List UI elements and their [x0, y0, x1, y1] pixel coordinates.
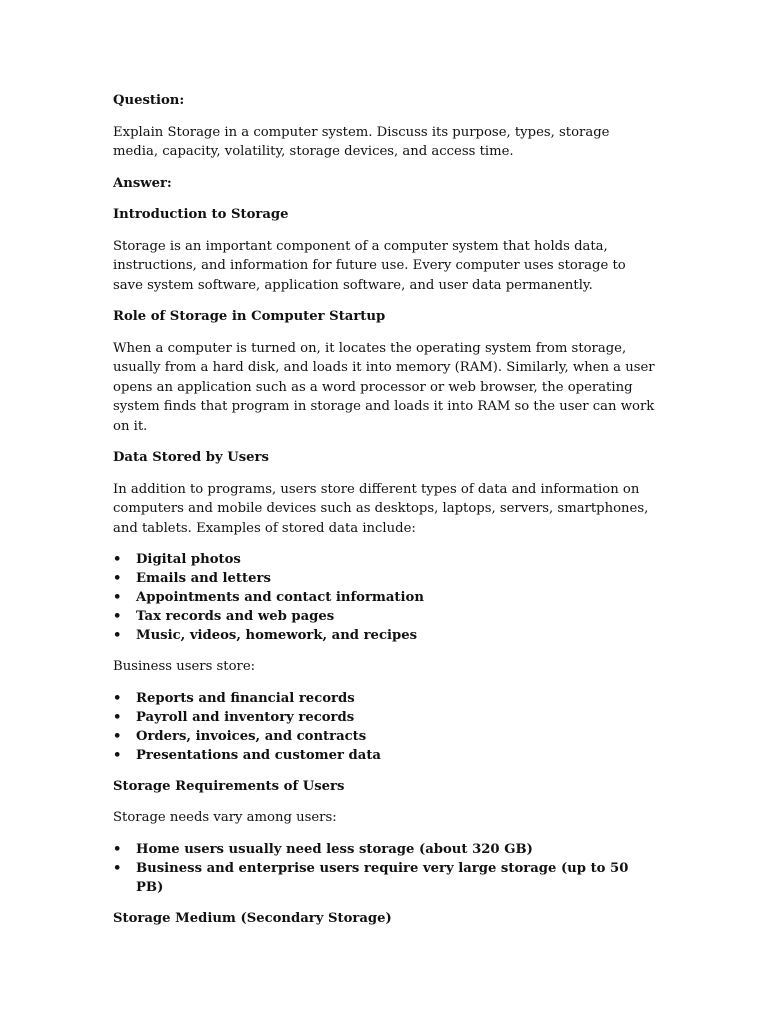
answer-label: Answer: — [113, 175, 172, 191]
list-item: • Emails and letters — [113, 571, 271, 586]
question-text: Explain Storage in a computer system. Discuss its purpose, types, storage media, capacity, volatility, storage devices, and access time. — [113, 124, 610, 159]
requirements-text: Storage needs vary among users: — [113, 810, 337, 825]
bullet-icon: • — [113, 747, 122, 763]
bullet-icon: • — [113, 690, 122, 706]
startup-heading: Role of Storage in Computer Startup — [113, 309, 386, 324]
requirements-heading: Storage Requirements of Users — [113, 778, 345, 794]
bullet-icon: • — [113, 628, 122, 643]
users-data-list — [113, 550, 658, 645]
intro-text: Storage is an important component of a computer system that holds data, instructions, and information for future use. Every computer uses storage to save system software, application software, and user data permanently. — [113, 238, 626, 293]
list-item: • Digital photos — [113, 552, 241, 567]
bullet-icon: • — [113, 709, 122, 725]
medium-heading: Storage Medium (Secondary Storage) — [113, 910, 392, 926]
bullet-icon: • — [113, 860, 122, 876]
intro-heading: Introduction to Storage — [113, 207, 289, 222]
list-item: • Business and enterprise users require very large storage (up to 50 PB) — [113, 860, 629, 895]
users-data-text: In addition to programs, users store different types of data and information on computers and mobile devices such as desktops, laptops, servers, smartphones, and tablets. Examples of stored data include: — [113, 481, 649, 536]
bullet-icon: • — [113, 609, 122, 624]
list-item: • Home users usually need less storage (about 320 GB) — [113, 841, 533, 857]
bullet-icon: • — [113, 728, 122, 744]
list-item: • Appointments and contact information — [113, 590, 424, 605]
list-item: • Tax records and web pages — [113, 609, 335, 624]
list-item: • Reports and financial records — [113, 690, 355, 706]
list-item: • Payroll and inventory records — [113, 709, 355, 725]
bullet-icon: • — [113, 571, 122, 586]
business-list — [113, 689, 658, 765]
document-page — [113, 91, 658, 940]
bullet-icon: • — [113, 552, 122, 567]
bullet-icon: • — [113, 841, 122, 857]
business-text: Business users store: — [113, 659, 256, 674]
startup-text: When a computer is turned on, it locates the operating system from storage, usually from a hard disk, and loads it into memory (RAM). Similarly, when a user opens an application such as a word processor or web browser, the operating system finds that program in storage and loads it into RAM so the user can work on it. — [113, 340, 655, 434]
bullet-icon: • — [113, 590, 122, 605]
question-label: Question: — [113, 93, 185, 108]
list-item: • Music, videos, homework, and recipes — [113, 628, 418, 643]
requirements-list — [113, 840, 658, 897]
users-data-heading: Data Stored by Users — [113, 450, 269, 465]
list-item: • Orders, invoices, and contracts — [113, 728, 367, 744]
list-item: • Presentations and customer data — [113, 747, 381, 763]
